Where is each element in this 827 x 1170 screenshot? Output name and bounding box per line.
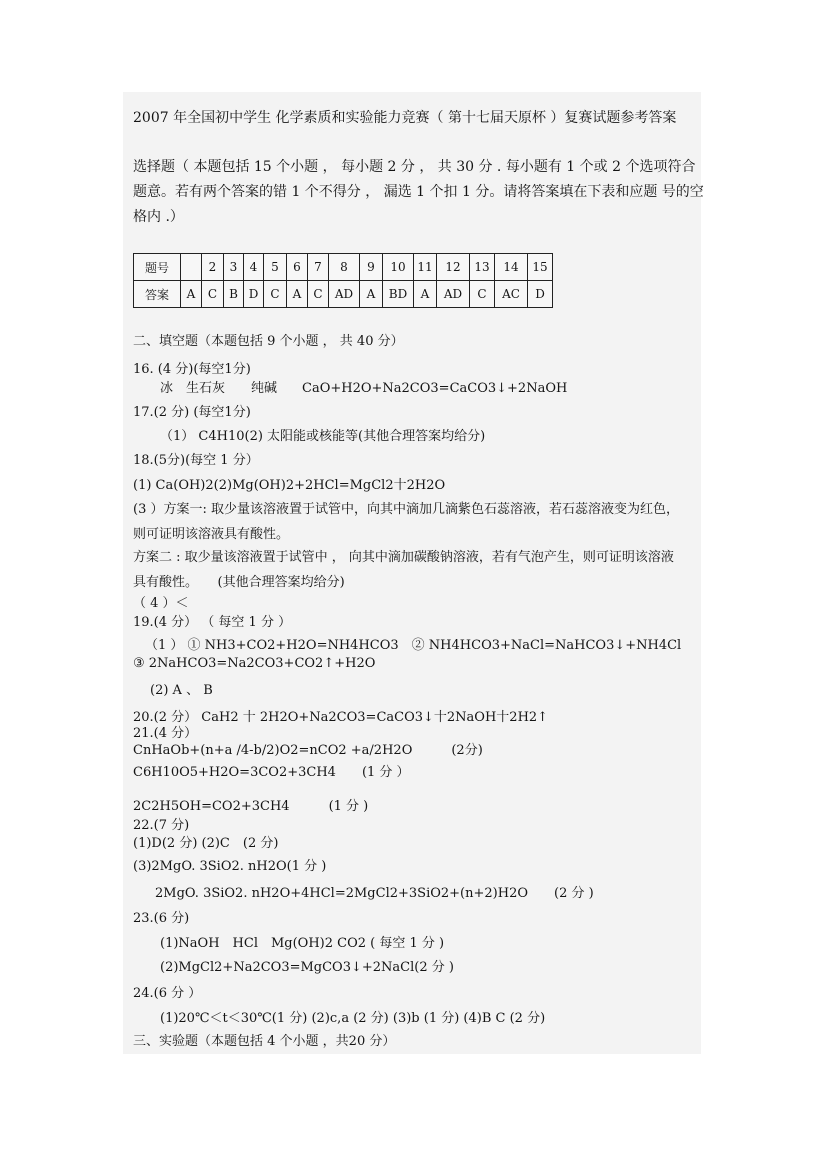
q21-head: 21.(4 分）: [133, 726, 198, 741]
section1-line1: 选择题（ 本题包括 15 个小题 ， 每小题 2 分 ， 共 30 分 . 每小题有 1 个或 2 个选项符合: [133, 159, 696, 175]
table-row-numbers: [134, 254, 553, 281]
table-cell: 14: [495, 254, 528, 281]
table-cell: BD: [383, 281, 414, 308]
q23-head: 23.(6 分): [133, 911, 190, 926]
answer-table: [133, 253, 553, 308]
q18-line3: 则可证明该溶液具有酸性。: [133, 527, 290, 542]
table-cell: 11: [414, 254, 437, 281]
q24-line1: (1)20℃＜t＜30℃(1 分) (2)c,a (2 分) (3)b (1 分) (4)B C (2 分): [160, 1011, 546, 1026]
table-cell: 4: [244, 254, 264, 281]
header-label: 题号: [134, 254, 181, 281]
document-title: 2007 年全国初中学生 化学素质和实验能力竞赛（ 第十七届天原杯 ）复赛试题参考答案: [133, 110, 677, 126]
table-cell: C: [308, 281, 329, 308]
q21-line2: C6H10O5+H2O=3CO2+3CH4 (1 分 ）: [133, 765, 410, 780]
table-cell: 2: [202, 254, 224, 281]
table-cell: 9: [360, 254, 383, 281]
q18-line2: (3 ）方案一: 取少量该溶液置于试管中，向其中滴加几滴紫色石蕊溶液，若石蕊溶液变为红色，: [133, 502, 679, 517]
answer-label: 答案: [134, 281, 181, 308]
q21-line1: CnHaOb+(n+a /4-b/2)O2=nCO2 +a/2H2O (2分): [133, 743, 483, 758]
q17-answer: （1） C4H10(2) 太阳能或核能等(其他合理答案均给分): [160, 429, 486, 444]
q18-line5: 具有酸性。 (其他合理答案均给分): [133, 575, 345, 590]
q22-line3: 2MgO. 3SiO2. nH2O+4HCl=2MgCl2+3SiO2+(n+2)H2O (2 分 ): [155, 886, 594, 901]
q21-line3: 2C2H5OH=CO2+3CH4 (1 分 ): [133, 799, 369, 814]
table-cell: AD: [329, 281, 360, 308]
q18-line6: （ 4 ）＜: [133, 596, 189, 611]
q23-line1: (1)NaOH HCl Mg(OH)2 CO2 ( 每空 1 分 ): [160, 936, 445, 951]
q20-line: 20.(2 分） CaH2 十 2H2O+Na2CO3=CaCO3↓十2NaOH十2H2↑: [133, 710, 549, 725]
table-cell: 13: [470, 254, 495, 281]
section1-line3: 格内 .）: [133, 209, 184, 225]
table-cell: 10: [383, 254, 414, 281]
table-cell: AC: [495, 281, 528, 308]
table-cell: C: [470, 281, 495, 308]
q18-head: 18.(5分)(每空 1 分）: [133, 453, 259, 468]
table-cell: A: [181, 281, 202, 308]
table-cell: A: [414, 281, 437, 308]
table-cell: A: [360, 281, 383, 308]
q16-head: 16. (4 分)(每空1分): [133, 362, 251, 377]
section3-title: 三、实验题（本题包括 4 个小题 ，共20 分）: [133, 1034, 396, 1049]
table-cell: A: [287, 281, 308, 308]
table-cell: [181, 254, 202, 281]
section1-line2: 题意。若有两个答案的错 1 个不得分 ， 漏选 1 个扣 1 分。请将答案填在下表和应题 号的空: [133, 184, 704, 200]
table-cell: D: [244, 281, 264, 308]
q19-line1: （1 ） ① NH3+CO2+H2O=NH4HCO3 ② NH4HCO3+NaCl=NaHCO3↓+NH4Cl: [145, 638, 682, 653]
table-cell: 6: [287, 254, 308, 281]
q17-head: 17.(2 分) (每空1分): [133, 405, 251, 420]
q23-line2: (2)MgCl2+Na2CO3=MgCO3↓+2NaCl(2 分 ): [160, 960, 454, 975]
table-cell: 5: [264, 254, 287, 281]
q18-line1: (1) Ca(OH)2(2)Mg(OH)2+2HCl=MgCl2十2H2O: [133, 478, 446, 493]
table-cell: C: [202, 281, 224, 308]
q18-line4: 方案二 : 取少量该溶液置于试管中 ， 向其中滴加碳酸钠溶液，若有气泡产生，则可证明该溶液: [133, 550, 674, 565]
table-cell: B: [224, 281, 244, 308]
table-cell: 8: [329, 254, 360, 281]
table-cell: 7: [308, 254, 329, 281]
table-cell: 3: [224, 254, 244, 281]
table-cell: D: [528, 281, 553, 308]
section2-title: 二、填空题（本题包括 9 个小题 ， 共 40 分）: [133, 334, 404, 349]
q22-line1: (1)D(2 分) (2)C (2 分): [133, 836, 279, 851]
q19-line2: ③ 2NaHCO3=Na2CO3+CO2↑+H2O: [133, 656, 376, 671]
table-cell: AD: [437, 281, 470, 308]
scanned-page: [123, 92, 701, 1054]
q24-head: 24.(6 分 ）: [133, 986, 202, 1001]
table-cell: C: [264, 281, 287, 308]
q22-head: 22.(7 分): [133, 818, 190, 833]
q22-line2: (3)2MgO. 3SiO2. nH2O(1 分 ): [133, 859, 327, 874]
q16-answer: 冰 生石灰 纯碱: [160, 381, 278, 396]
table-row-answers: [134, 281, 553, 308]
q19-line3: (2) A 、 B: [150, 683, 213, 698]
q19-head: 19.(4 分） （ 每空 1 分 ）: [133, 615, 292, 630]
table-cell: 15: [528, 254, 553, 281]
table-cell: 12: [437, 254, 470, 281]
q16-equation: CaO+H2O+Na2CO3=CaCO3↓+2NaOH: [302, 381, 568, 396]
